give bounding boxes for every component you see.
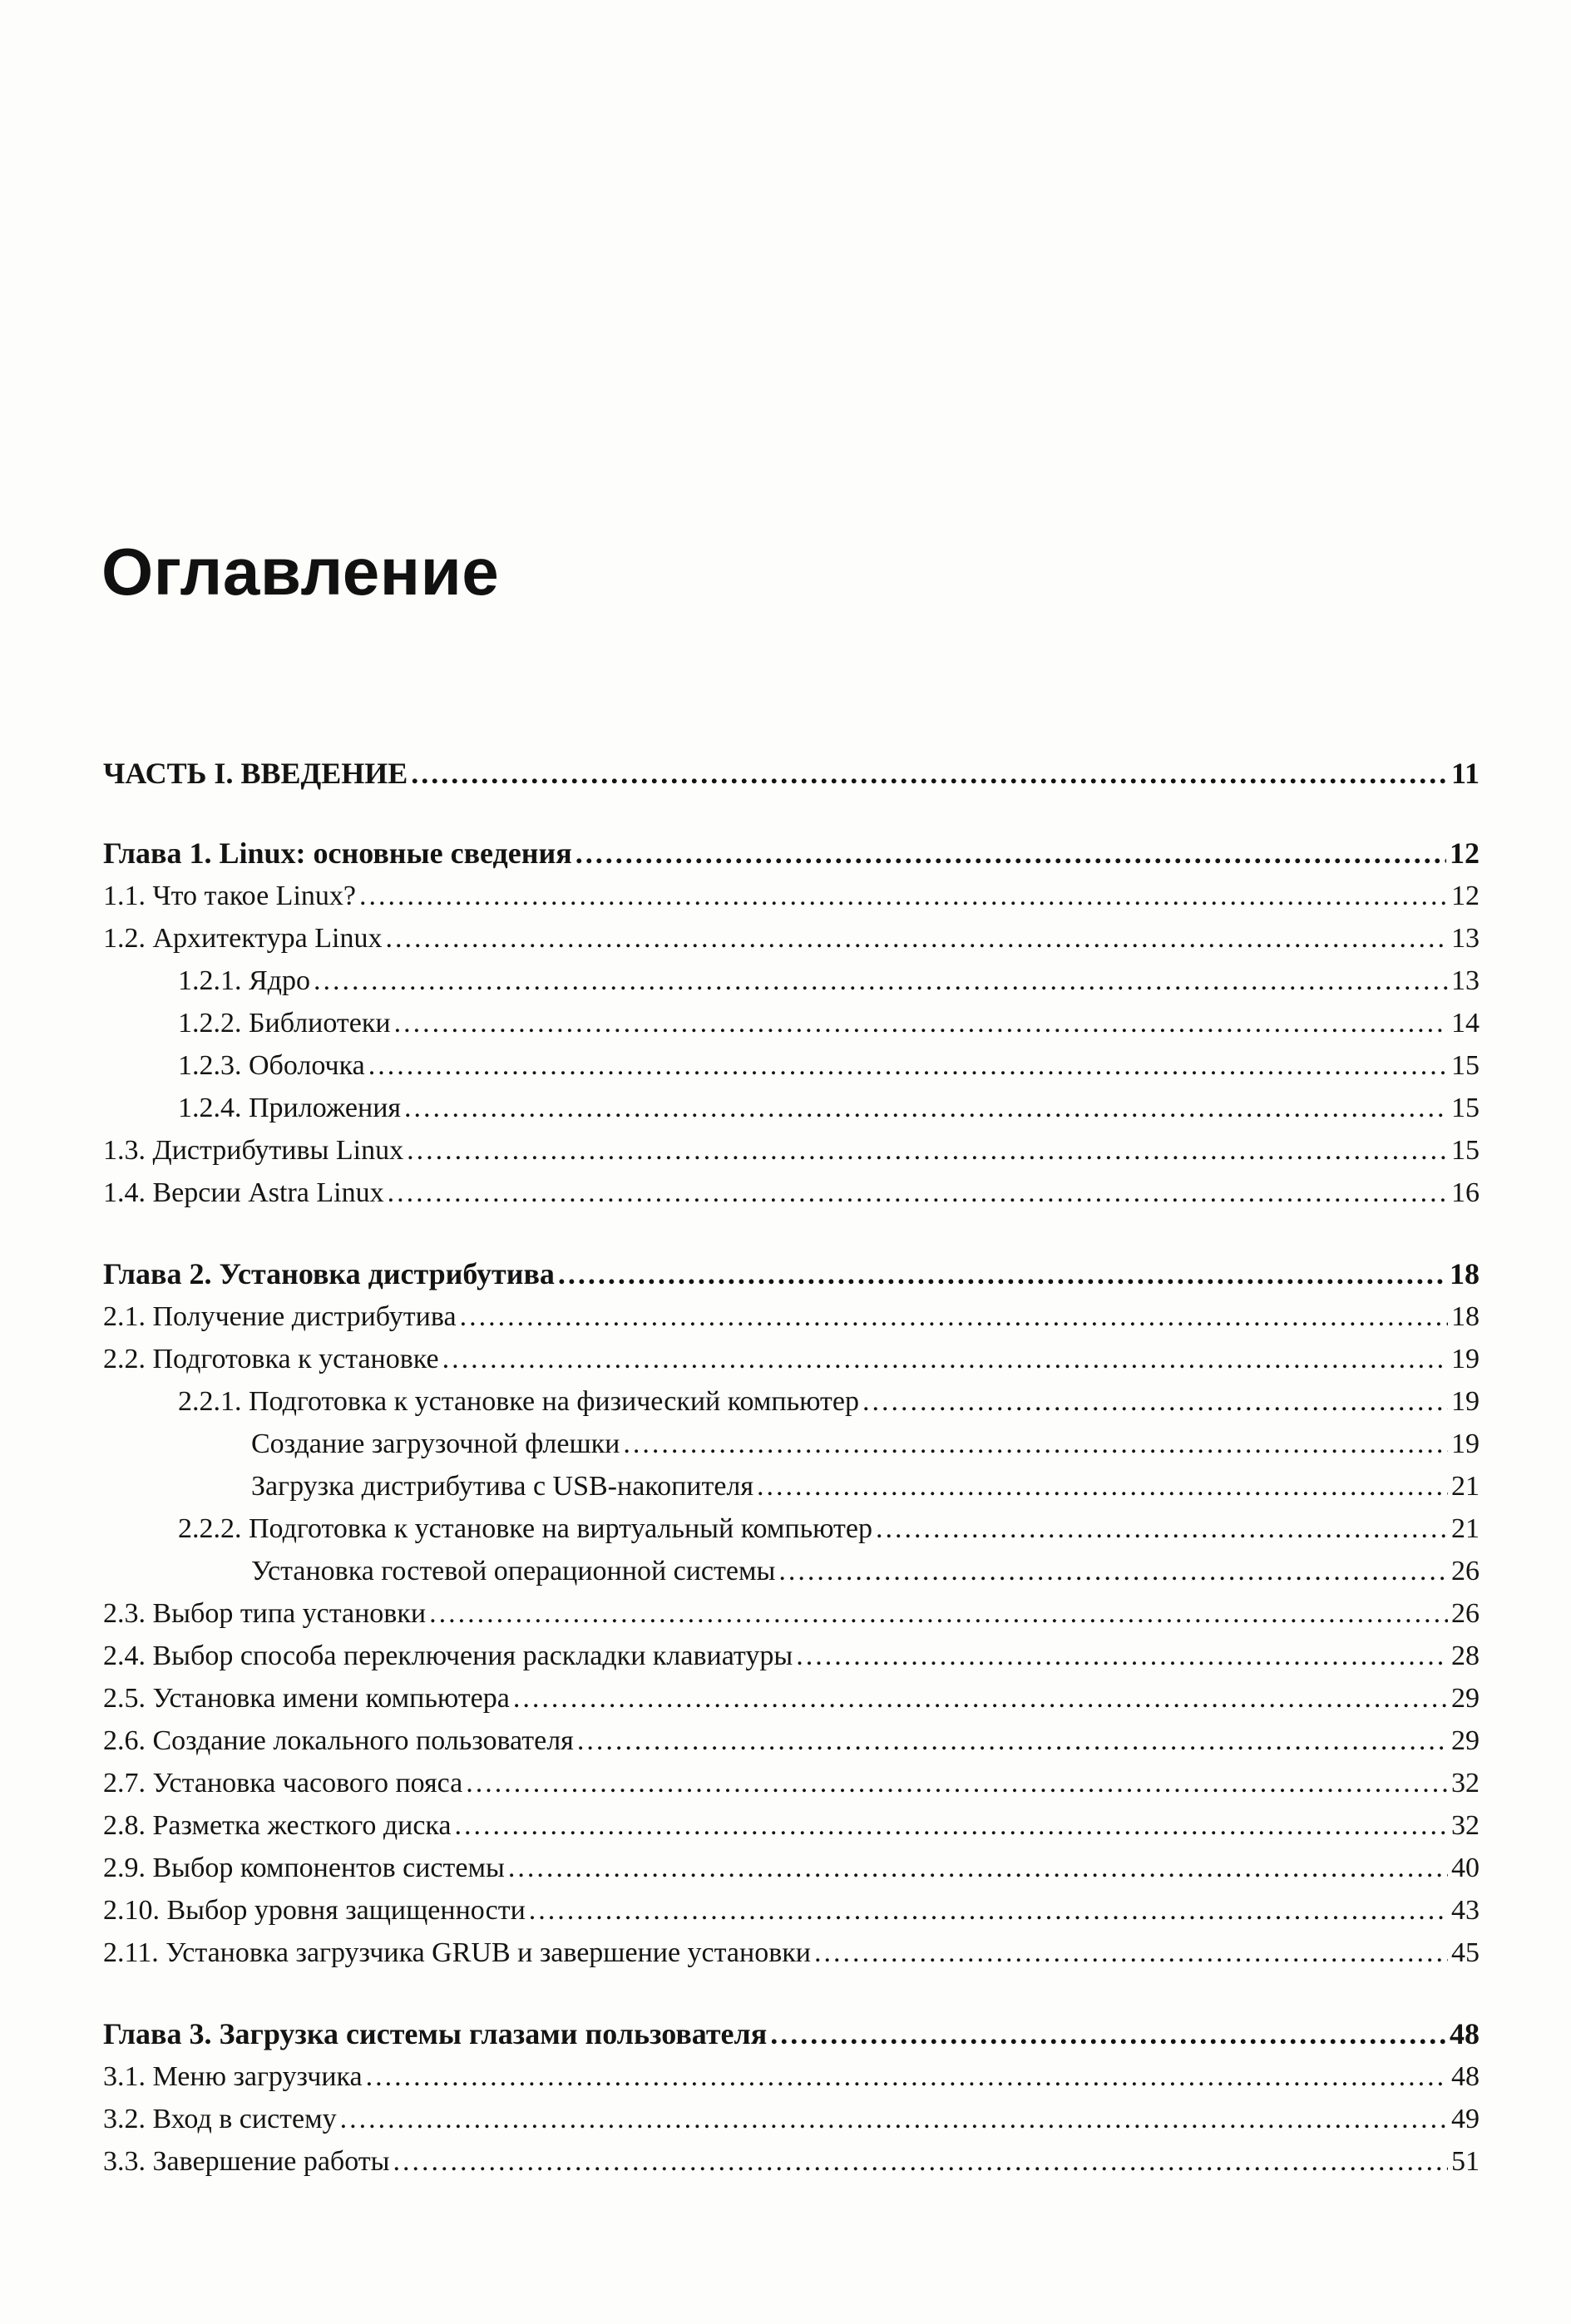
toc-page-number: 48 xyxy=(1451,2061,1480,2092)
toc-chapter-entry[interactable] xyxy=(103,1253,1480,1295)
toc-entry-title: 2.4. Выбор способа переключения раскладки клавиатуры xyxy=(103,1641,793,1671)
toc-page-number: 49 xyxy=(1451,2104,1480,2134)
toc-page-number: 11 xyxy=(1450,757,1480,790)
toc-section-entry[interactable] xyxy=(103,1677,1480,1720)
dot-leader xyxy=(778,1550,1448,1592)
toc-section-entry[interactable] xyxy=(103,1804,1480,1847)
toc-page-number: 48 xyxy=(1450,2017,1480,2050)
toc-page-number: 26 xyxy=(1451,1598,1480,1629)
toc-entry-title: 2.8. Разметка жесткого диска xyxy=(103,1810,452,1841)
dot-leader xyxy=(314,960,1448,1002)
toc-section-entry[interactable] xyxy=(103,1002,1480,1044)
dot-leader xyxy=(429,1592,1448,1635)
dot-leader xyxy=(577,1720,1448,1762)
toc-section-entry[interactable] xyxy=(103,1932,1480,1974)
page-title: Оглавление xyxy=(101,534,500,609)
toc-entry-title: Глава 2. Установка дистрибутива xyxy=(103,1257,555,1290)
dot-leader xyxy=(442,1338,1448,1380)
toc-page-number: 26 xyxy=(1451,1556,1480,1586)
toc-entry-title: 1.2.2. Библиотеки xyxy=(178,1008,391,1039)
toc-page-number: 45 xyxy=(1451,1937,1480,1968)
toc-section-entry[interactable] xyxy=(103,1044,1480,1087)
toc-section-entry[interactable] xyxy=(103,1507,1480,1550)
toc-entry-title: 1.2.4. Приложения xyxy=(178,1093,402,1123)
toc-entry-title: 1.1. Что такое Linux? xyxy=(103,881,356,911)
dot-leader xyxy=(862,1380,1448,1423)
toc-chapter-entry[interactable] xyxy=(103,832,1480,875)
toc-entry-title: 1.2.1. Ядро xyxy=(178,965,310,996)
toc-entry-title: Загрузка дистрибутива с USB-накопителя xyxy=(251,1471,754,1502)
dot-leader xyxy=(359,875,1448,917)
toc-page-number: 18 xyxy=(1450,1257,1480,1290)
toc-page-number: 13 xyxy=(1451,923,1480,954)
dot-leader xyxy=(513,1677,1448,1720)
toc-page-number: 14 xyxy=(1451,1008,1480,1039)
toc-section-entry[interactable] xyxy=(103,1847,1480,1889)
dot-leader xyxy=(393,2140,1448,2183)
toc-page-number: 15 xyxy=(1451,1135,1480,1166)
toc-entry-title: Глава 3. Загрузка системы глазами пользователя xyxy=(103,2017,768,2050)
dot-leader xyxy=(558,1253,1446,1295)
toc-entry-title: 2.1. Получение дистрибутива xyxy=(103,1301,457,1332)
toc-page-number: 43 xyxy=(1451,1895,1480,1926)
toc-page-number: 13 xyxy=(1451,965,1480,996)
toc-section-entry[interactable] xyxy=(103,917,1480,960)
toc-page-number: 15 xyxy=(1451,1093,1480,1123)
toc-page-number: 12 xyxy=(1451,881,1480,911)
toc-page-number: 29 xyxy=(1451,1683,1480,1714)
toc-section-entry[interactable] xyxy=(103,2055,1480,2098)
dot-leader xyxy=(394,1002,1448,1044)
toc-section-entry[interactable] xyxy=(103,1550,1480,1592)
toc-entry-title: 2.9. Выбор компонентов системы xyxy=(103,1853,505,1883)
toc-entry-title: 3.3. Завершение работы xyxy=(103,2146,390,2177)
toc-page-number: 29 xyxy=(1451,1725,1480,1756)
toc-section-entry[interactable] xyxy=(103,875,1480,917)
dot-leader xyxy=(508,1847,1448,1889)
toc-section-entry[interactable] xyxy=(103,2140,1480,2183)
toc-section-entry[interactable] xyxy=(103,1889,1480,1932)
toc-entry-title: 1.2. Архитектура Linux xyxy=(103,923,383,954)
toc-entry-title: 2.7. Установка часового пояса xyxy=(103,1768,463,1799)
dot-leader xyxy=(814,1932,1448,1974)
dot-leader xyxy=(460,1295,1448,1338)
toc-page-number: 19 xyxy=(1451,1344,1480,1374)
toc-chapter-entry[interactable] xyxy=(103,2013,1480,2055)
toc-section-entry[interactable] xyxy=(103,1295,1480,1338)
table-of-contents xyxy=(103,752,1480,2183)
toc-entry-title: Глава 1. Linux: основные сведения xyxy=(103,836,572,870)
toc-section-entry[interactable] xyxy=(103,1129,1480,1172)
toc-page-number: 21 xyxy=(1451,1471,1480,1502)
toc-page-number: 12 xyxy=(1450,836,1480,870)
toc-page-number: 28 xyxy=(1451,1641,1480,1671)
dot-leader xyxy=(466,1762,1448,1804)
dot-leader xyxy=(876,1507,1448,1550)
toc-section-entry[interactable] xyxy=(103,1380,1480,1423)
toc-entry-title: 2.11. Установка загрузчика GRUB и завершение установки xyxy=(103,1937,811,1968)
toc-section-entry[interactable] xyxy=(103,1423,1480,1465)
dot-leader xyxy=(404,1087,1448,1129)
toc-page-number: 32 xyxy=(1451,1810,1480,1841)
dot-leader xyxy=(529,1889,1448,1932)
dot-leader xyxy=(455,1804,1448,1847)
dot-leader xyxy=(623,1423,1448,1465)
toc-section-entry[interactable] xyxy=(103,960,1480,1002)
toc-page-number: 40 xyxy=(1451,1853,1480,1883)
toc-section-entry[interactable] xyxy=(103,1338,1480,1380)
toc-section-entry[interactable] xyxy=(103,1172,1480,1214)
dot-leader xyxy=(770,2013,1446,2055)
dot-leader xyxy=(757,1465,1448,1507)
toc-entry-title: 2.2.2. Подготовка к установке на виртуальный компьютер xyxy=(178,1513,872,1544)
toc-entry-title: 2.3. Выбор типа установки xyxy=(103,1598,427,1629)
toc-entry-title: 2.5. Установка имени компьютера xyxy=(103,1683,510,1714)
dot-leader xyxy=(576,832,1446,875)
toc-entry-title: Создание загрузочной флешки xyxy=(251,1428,620,1459)
toc-entry-title: 3.2. Вход в систему xyxy=(103,2104,337,2134)
toc-section-entry[interactable] xyxy=(103,1592,1480,1635)
toc-section-entry[interactable] xyxy=(103,1762,1480,1804)
toc-section-entry[interactable] xyxy=(103,1087,1480,1129)
dot-leader xyxy=(385,917,1448,960)
toc-entry-title: Установка гостевой операционной системы xyxy=(251,1556,776,1586)
toc-page-number: 15 xyxy=(1451,1050,1480,1081)
dot-leader xyxy=(411,752,1448,795)
toc-entry-title: 1.2.3. Оболочка xyxy=(178,1050,365,1081)
dot-leader xyxy=(407,1129,1448,1172)
toc-entry-title: 1.3. Дистрибутивы Linux xyxy=(103,1135,404,1166)
dot-leader xyxy=(368,1044,1448,1087)
toc-entry-title: 2.6. Создание локального пользователя xyxy=(103,1725,574,1756)
toc-page-number: 16 xyxy=(1451,1177,1480,1208)
dot-leader xyxy=(366,2055,1448,2098)
toc-section-entry[interactable] xyxy=(103,2098,1480,2140)
toc-entry-title: 2.2. Подготовка к установке xyxy=(103,1344,439,1374)
toc-page-number: 51 xyxy=(1451,2146,1480,2177)
dot-leader xyxy=(796,1635,1448,1677)
toc-section-entry[interactable] xyxy=(103,1465,1480,1507)
dot-leader xyxy=(388,1172,1448,1214)
toc-page-number: 18 xyxy=(1451,1301,1480,1332)
toc-section-entry[interactable] xyxy=(103,1720,1480,1762)
toc-entry-title: 3.1. Меню загрузчика xyxy=(103,2061,363,2092)
toc-page-number: 32 xyxy=(1451,1768,1480,1799)
toc-page-number: 19 xyxy=(1451,1386,1480,1417)
toc-entry-title: 2.2.1. Подготовка к установке на физический компьютер xyxy=(178,1386,860,1417)
toc-page-number: 19 xyxy=(1451,1428,1480,1459)
toc-entry-title: 2.10. Выбор уровня защищенности xyxy=(103,1895,526,1926)
toc-entry-title: 1.4. Версии Astra Linux xyxy=(103,1177,384,1208)
toc-part-entry[interactable] xyxy=(103,752,1480,795)
dot-leader xyxy=(340,2098,1448,2140)
toc-section-entry[interactable] xyxy=(103,1635,1480,1677)
toc-entry-title: ЧАСТЬ I. ВВЕДЕНИЕ xyxy=(103,757,408,790)
toc-page-number: 21 xyxy=(1451,1513,1480,1544)
